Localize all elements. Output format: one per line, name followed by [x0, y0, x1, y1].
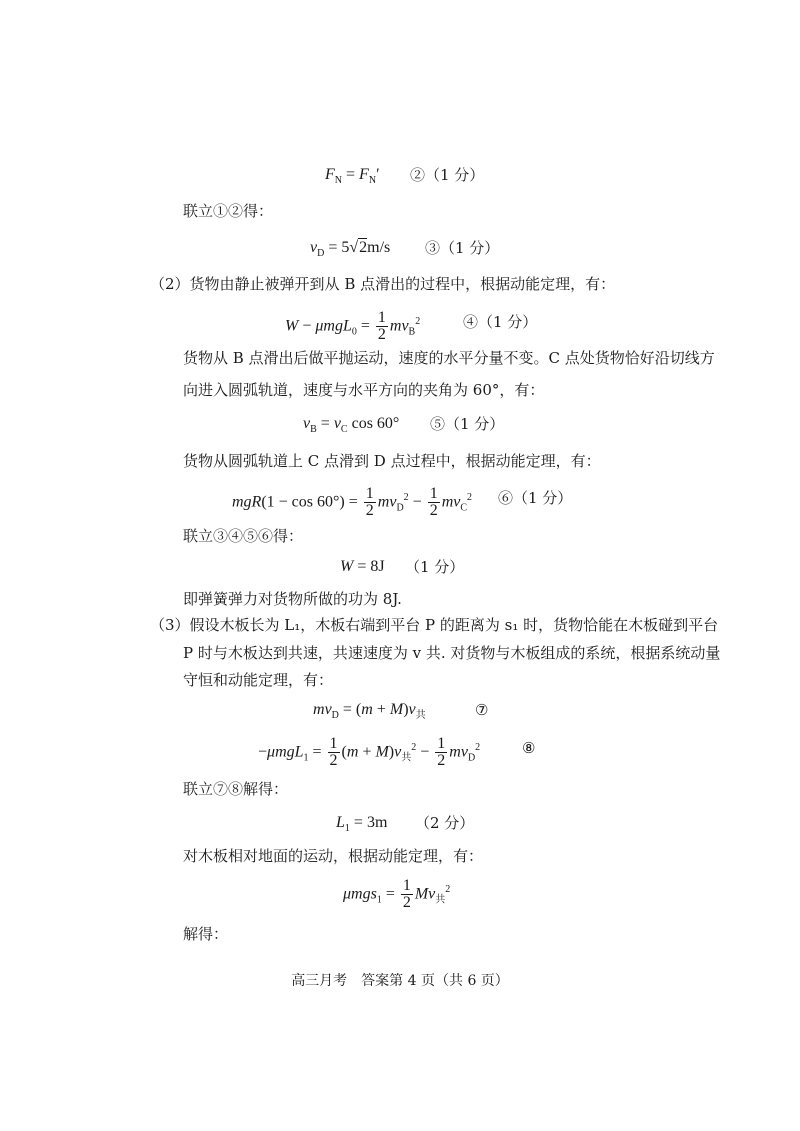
- equation-6: mgR(1 − cos 60°) = $\frac{1}{2}$ $mv_D^2$ − $\frac{1}{2}$ $mv_C^2$: [232, 485, 473, 520]
- eq6-m-1: m: [377, 493, 390, 511]
- eq6-two-1: 2: [365, 502, 374, 520]
- part2-line4: 货物从圆弧轨道上 C 点滑到 D 点过程中，根据动能定理，有：: [183, 452, 601, 470]
- equation-2: $F_N = F_N'$: [325, 166, 380, 187]
- eq6-one-2: 1: [429, 485, 438, 503]
- equation-L-mark: （2 分）: [415, 814, 475, 832]
- equation-5: $v_B = v_C$ cos 60°: [303, 415, 400, 436]
- eq6-two-2: 2: [429, 502, 438, 520]
- eq3-sub: D: [317, 248, 325, 260]
- eq8-sq-1: 2: [411, 742, 417, 753]
- eq6-v-2: v: [453, 493, 461, 511]
- eq8-half-2: [435, 736, 447, 769]
- eq2-rhs-sub: N: [368, 175, 377, 187]
- eq7-subD: D: [331, 710, 339, 722]
- eqw-val: 8J: [370, 558, 385, 575]
- eq8-m: m: [346, 743, 359, 761]
- eqf-mgs: mgs: [351, 885, 377, 903]
- eq8-one-2: 1: [437, 735, 446, 753]
- eq7-m: m: [313, 701, 325, 718]
- eqf-one: 1: [402, 877, 411, 895]
- equation-4-mark: ④（1 分）: [463, 313, 538, 331]
- eqf-sq: 2: [445, 884, 451, 895]
- equation-w-mark: （1 分）: [405, 558, 465, 576]
- equation-5-mark: ⑤（1 分）: [430, 415, 505, 433]
- eqf-M: M: [414, 885, 429, 903]
- equation-4: W − μmgL$_0$ = $\frac{1}{2}$ $mv_B^2$: [285, 309, 421, 344]
- equation-2-mark: ②（1 分）: [410, 166, 485, 184]
- part3-line1: （3）假设木板长为 L₁，木板右端到平台 P 的距离为 s₁ 时，货物恰能在木板碰到平台: [150, 616, 719, 634]
- eq4-two: 2: [377, 326, 386, 344]
- eq6-v-1: v: [389, 493, 397, 511]
- part2-line1: （2）货物由静止被弹开到从 B 点滑出的过程中，根据动能定理，有：: [150, 275, 616, 293]
- eq6-sq-2: 2: [467, 492, 473, 503]
- equation-7: $mv_D = (m + M)v_共$: [313, 701, 426, 722]
- eqL-L: L: [336, 814, 345, 831]
- eq8-one-1: 1: [329, 735, 338, 753]
- part2-line2: 货物从 B 点滑出后做平抛运动，速度的水平分量不变。C 点处货物恰好沿切线方: [183, 349, 715, 367]
- eq2-rhs: F: [359, 166, 369, 183]
- eq8-m2: m: [449, 743, 461, 761]
- eq8-sub1: 1: [303, 752, 309, 764]
- eq6-half-1: [364, 486, 376, 519]
- part3-line4: 对木板相对地面的运动，根据动能定理，有：: [183, 847, 484, 865]
- eq3-radicand: 2: [359, 239, 368, 256]
- eqf-v: v: [428, 885, 436, 903]
- jiede: 解得：: [183, 925, 229, 943]
- eq7-v2: v: [408, 701, 416, 718]
- lian-12: 联立①②得：: [183, 202, 274, 220]
- eq8-two-2: 2: [437, 752, 446, 770]
- eq7-M: M: [389, 701, 404, 718]
- eq5-subC: C: [340, 424, 348, 436]
- eq5-v1: v: [303, 415, 311, 432]
- eq3-lhs: v: [310, 239, 318, 256]
- eq2-lhs: F: [325, 166, 335, 183]
- eq2-prime: ′: [376, 166, 380, 183]
- eq6-m-2: m: [441, 493, 454, 511]
- eq6-half-2: [428, 486, 440, 519]
- part3-line3: 守恒和动能定理，有：: [183, 671, 334, 689]
- eq4-minus: −: [302, 317, 312, 335]
- equation-3: $v_D = 5√2m/s$: [310, 239, 391, 260]
- eq6-sq-1: 2: [403, 492, 409, 503]
- page-footer: 高三月考 答案第 4 页（共 6 页）: [291, 973, 509, 989]
- equation-3-mark: ③（1 分）: [425, 239, 500, 257]
- eq7-gong: 共: [415, 710, 426, 722]
- eq3-coef: 5: [341, 239, 350, 256]
- eqL-sub1: 1: [344, 823, 350, 835]
- eq4-mu: μ: [315, 317, 324, 335]
- eq4-W: W: [285, 317, 299, 335]
- eq6-one-1: 1: [365, 485, 374, 503]
- eq4-sq: 2: [415, 316, 421, 327]
- eq4-v: v: [401, 317, 409, 335]
- eq8-gong: 共: [401, 752, 412, 764]
- eqf-sub1: 1: [376, 894, 382, 906]
- conclusion: 即弹簧弹力对货物所做的功为 8J.: [183, 590, 402, 608]
- part3-line2: P 时与木板达到共速，共速速度为 v 共. 对货物与木板组成的系统，根据系统动量: [183, 644, 721, 662]
- eq4-mgL: mgL: [323, 317, 352, 335]
- eq4-sub0: 0: [351, 326, 357, 338]
- eq8-v: v: [394, 743, 402, 761]
- eq6-subD: D: [396, 502, 404, 514]
- equation-L: $L_1 = 3m$: [336, 814, 388, 835]
- part2-line3: 向进入圆弧轨道，速度与水平方向的夹角为 60°，有：: [183, 381, 545, 399]
- eq3-unit: m/s: [367, 239, 391, 256]
- eq5-cos: cos 60°: [351, 415, 400, 432]
- eq2-sub: N: [334, 175, 343, 187]
- eq4-half: [376, 310, 388, 343]
- lian-3456: 联立③④⑤⑥得：: [183, 527, 304, 545]
- eq6-subC: C: [460, 502, 468, 514]
- eq8-mgL: mgL: [275, 743, 304, 761]
- eqw-W: W: [340, 558, 354, 575]
- eq8-two-1: 2: [329, 752, 338, 770]
- eqf-gong: 共: [435, 894, 446, 906]
- eqL-val: 3m: [366, 814, 388, 831]
- lian-78: 联立⑦⑧解得：: [183, 780, 289, 798]
- eq7-m2: m: [361, 701, 373, 718]
- eq4-m: m: [389, 317, 402, 335]
- equation-6-mark: ⑥（1 分）: [498, 489, 573, 507]
- eq8-half-1: [328, 736, 340, 769]
- eq6-mgR: mgR: [232, 493, 262, 511]
- eq8-v2: v: [460, 743, 468, 761]
- eq5-subB: B: [310, 424, 317, 436]
- eq6-paren: (1 − cos 60°): [261, 493, 345, 511]
- eq8-M: M: [375, 743, 389, 761]
- equation-final: μmgs$_1$ = $\frac{1}{2}$ $Mv_共^2$: [343, 877, 451, 912]
- eq8-mu: μ: [267, 743, 276, 761]
- eq4-one: 1: [377, 309, 386, 327]
- equation-7-mark: ⑦: [475, 701, 489, 719]
- eqf-two: 2: [402, 894, 411, 912]
- eqf-half: [401, 878, 413, 911]
- eq4-subB: B: [408, 326, 416, 338]
- eq7-v: v: [324, 701, 332, 718]
- eqf-mu: μ: [343, 885, 352, 903]
- equation-8-mark: ⑧: [522, 739, 536, 757]
- eq8-subD: D: [467, 752, 476, 764]
- equation-w: W = 8J: [340, 558, 385, 575]
- equation-8: −μmgL$_1$ = $\frac{1}{2}$ $(m + M)v_共^2$ − $\frac{1}{2}$ $mv_D^2$: [258, 735, 481, 770]
- eq8-sq-2: 2: [475, 742, 481, 753]
- eq5-v2: v: [333, 415, 341, 432]
